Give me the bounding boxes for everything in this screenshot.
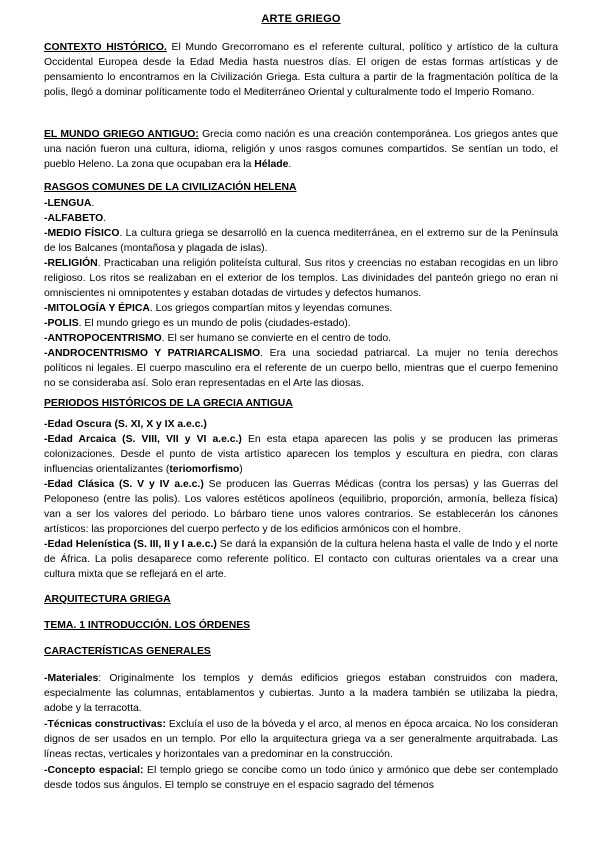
rasgo-item: [44, 316, 558, 331]
arq-item-materiales: [44, 671, 558, 716]
periodo-label: -Edad Clásica (S. V y IV a.e.c.): [44, 479, 204, 490]
rasgos-heading: RASGOS COMUNES DE LA CIVILIZACIÓN HELENA: [44, 182, 297, 193]
rasgo-label: -POLIS: [44, 318, 79, 329]
rasgo-item: [44, 211, 558, 226]
rasgo-label: -ANTROPOCENTRISMO: [44, 333, 162, 344]
rasgo-text: . Los griegos compartían mitos y leyendas comunes.: [149, 303, 393, 314]
arq-label: -Concepto espacial:: [44, 765, 144, 776]
contexto-text: El Mundo Grecorromano es el referente cultural, político y artístico de la cultura Occidental Europea desde la Edad Media hasta nuestros días. El origen de estas formas artísticas y de pensamiento lo encontramos en la Civilización Griega. Esta cultura a partir de la fragmentación política de la polis, llegó a dominar políticamente todo el Mediterráneo Oriental y culturalmente todo el Imperio Romano.: [44, 42, 558, 98]
periodo-item: [44, 432, 558, 477]
periodo-item: [44, 417, 558, 432]
tema-heading: TEMA. 1 INTRODUCCIÓN. LOS ÓRDENES: [44, 620, 251, 631]
rasgo-text: .: [103, 213, 107, 224]
section-mundo: [44, 127, 558, 172]
document-title: ARTE GRIEGO: [261, 13, 341, 25]
arq-label: -Técnicas constructivas:: [44, 719, 166, 730]
rasgo-label: -MITOLOGÍA Y ÉPICA: [44, 303, 150, 314]
rasgo-label: -ALFABETO: [44, 213, 104, 224]
periodo-item: [44, 537, 558, 582]
rasgo-text: . Era una sociedad patriarcal. La mujer no tenía derechos políticos ni legales. El cuerpo masculino era el referente de un cuerpo bello, mientras que el cuerpo femenino no se consideraba así. Solo eran representadas en el Arte las diosas.: [44, 348, 558, 389]
periodo-text: En esta etapa aparecen las polis y se producen las primeras colonizaciones. Desde el punto de vista artístico aparecen los templos y escultura en piedra, con claras influencias orientalizantes (: [44, 434, 558, 475]
rasgo-item: [44, 226, 558, 256]
rasgo-text: . El mundo griego es un mundo de polis (ciudades-estado).: [78, 318, 351, 329]
mundo-text: Grecia como nación es una creación contemporánea. Los griegos antes que una nación fueron una cultura, idioma, religión y unos rasgos comunes compartidos. Se sentían un todo, el pueblo Heleno. La zona que ocupaban era la: [44, 129, 558, 170]
periodo-item: [44, 477, 558, 537]
arq-text: El templo griego se concibe como un todo único y armónico que debe ser contemplado desde todos sus ángulos. El templo se construye en el espacio sagrado del témenos: [44, 765, 558, 791]
arq-text: Excluía el uso de la bóveda y el arco, al menos en época arcaica. No los consideran dignos de ser usados en un templo. Por ello la arquitectura griega va a ser generalmente arquitrabada. Las líneas rectas, verticales y horizontales van a predominar en la construcción.: [44, 719, 558, 760]
section-periodos: [44, 417, 558, 582]
rasgo-text: . Practicaban una religión politeísta cultural. Sus ritos y creencias no estaban recogidas en un libro religioso. Los ritos se realizaban en el exterior de los templos. Las divinidades del panteón griego no eran ni omniscientes ni omnipotentes y estaban dotadas de virtudes y defectos humanos.: [44, 258, 558, 299]
rasgo-item: [44, 346, 558, 391]
periodo-text: Se dará la expansión de la cultura helena hasta el valle de Indo y el norte de África. La polis desaparece como referente político. El contacto con culturas orientales va a crear una cultura mixta que se reflejará en el arte.: [44, 539, 558, 580]
arq-item-concepto: [44, 763, 558, 793]
rasgo-item: [44, 196, 558, 211]
arq-text: : Originalmente los templos y demás edificios griegos estaban construidos con madera, especialmente las columnas, entablamentos y cubiertas. Junto a la madera también se utilizaba la piedra, adobe y la terracotta.: [44, 673, 558, 714]
rasgo-text: . La cultura griega se desarrolló en la cuenca mediterránea, en el extremo sur de la Península de los Balcanes (montañosa y plagada de islas).: [44, 228, 558, 254]
section-rasgos: [44, 196, 558, 391]
arq-label: -Materiales: [44, 673, 99, 684]
rasgo-label: -ANDROCENTRISMO Y PATRIARCALISMO: [44, 348, 261, 359]
arquitectura-heading: ARQUITECTURA GRIEGA: [44, 594, 171, 605]
rasgo-item: [44, 256, 558, 301]
rasgo-item: [44, 301, 558, 316]
periodo-bold-term: teriomorfismo: [169, 464, 240, 475]
mundo-tail: .: [288, 159, 292, 170]
arq-item-tecnicas: [44, 717, 558, 762]
rasgo-label: -MEDIO FÍSICO: [44, 228, 120, 239]
periodos-heading: PERIODOS HISTÓRICOS DE LA GRECIA ANTIGUA: [44, 398, 293, 409]
rasgo-text: .: [91, 198, 95, 209]
periodo-tail: ): [239, 464, 243, 475]
rasgo-label: -LENGUA: [44, 198, 92, 209]
mundo-bold-helade: Hélade: [254, 159, 289, 170]
rasgo-label: -RELIGIÓN: [44, 258, 98, 269]
periodo-text: Se producen las Guerras Médicas (contra los persas) y las Guerras del Peloponeso (entre las polis). Los valores estéticos apolíneos (equilibrio, proporción, armonía, belleza física) van a ser los valores del periodo. Lo bárbaro tiene unos valores contrarios. Se establecerán los cánones artísticos: las proporciones del cuerpo perfecto y de los edificios armónicos con el hombre.: [44, 479, 558, 535]
periodo-label: -Edad Oscura (S. XI, X y IX a.e.c.): [44, 419, 207, 430]
periodo-label: -Edad Arcaica (S. VIII, VII y VI a.e.c.): [44, 434, 242, 445]
mundo-heading: EL MUNDO GRIEGO ANTIGUO:: [44, 129, 199, 140]
contexto-heading: CONTEXTO HISTÓRICO.: [44, 42, 167, 53]
rasgo-text: . El ser humano se convierte en el centro de todo.: [161, 333, 392, 344]
section-contexto: [44, 40, 558, 100]
rasgo-item: [44, 331, 558, 346]
periodo-label: -Edad Helenística (S. III, II y I a.e.c.): [44, 539, 217, 550]
caracteristicas-heading: CARACTERÍSTICAS GENERALES: [44, 646, 211, 657]
